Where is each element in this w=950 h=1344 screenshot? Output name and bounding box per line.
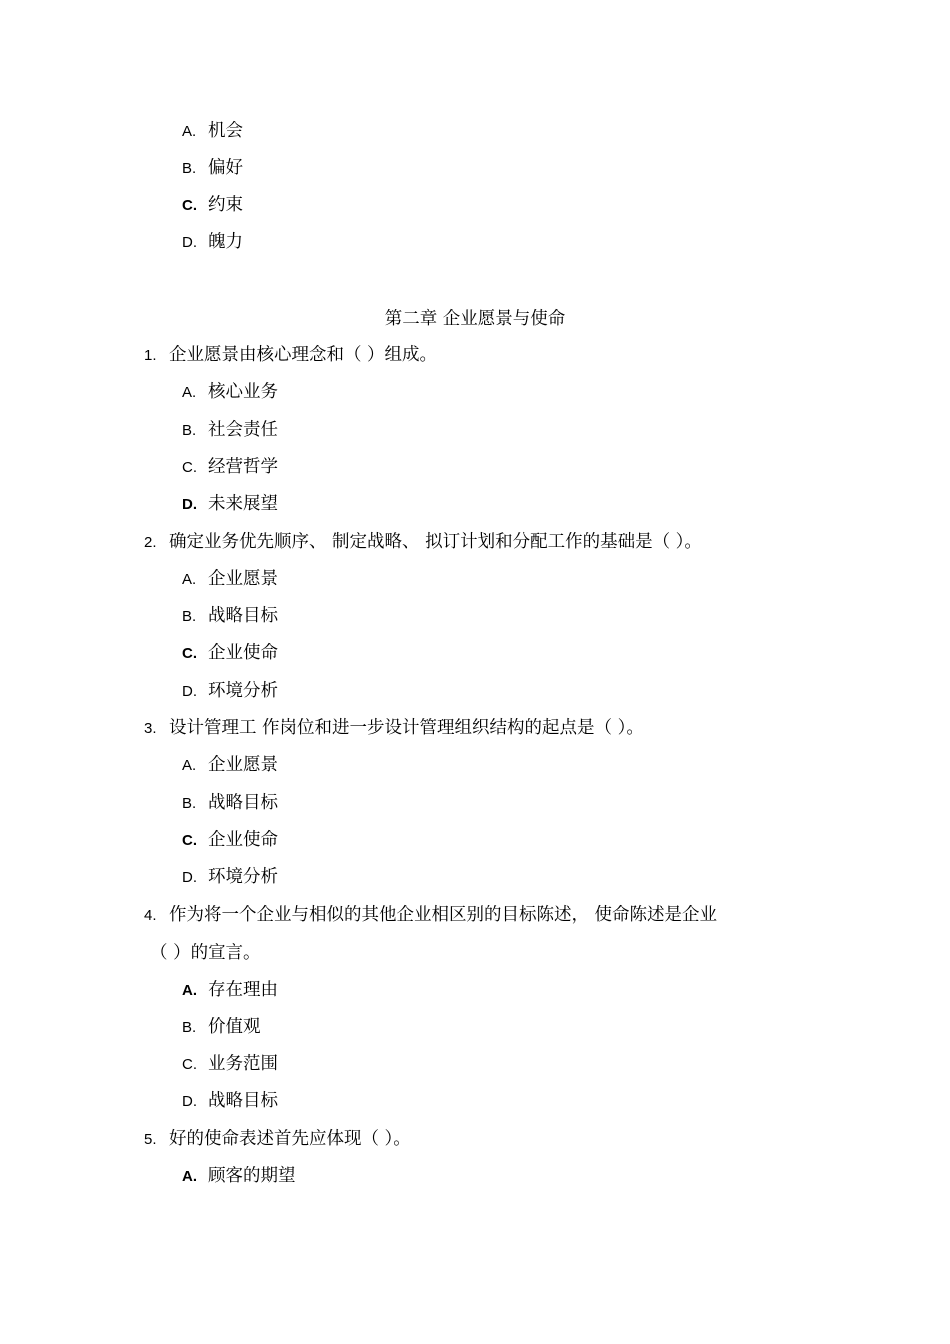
question-text: 作为将一个企业与相似的其他企业相区别的目标陈述， 使命陈述是企业: [169, 905, 718, 925]
option-letter: D.: [182, 683, 197, 700]
option-item: [182, 828, 278, 853]
option-text: 存在理由: [208, 980, 278, 1000]
option-item: [182, 455, 278, 480]
option-letter: A.: [182, 384, 197, 401]
option-text: 未来展望: [208, 494, 278, 514]
option-letter: B.: [182, 1019, 197, 1036]
option-text: 战略目标: [208, 1091, 278, 1111]
option-item: [182, 604, 278, 629]
option-item: [182, 978, 278, 1003]
question: [144, 343, 437, 368]
option-text: 经营哲学: [208, 457, 278, 477]
option-item: [182, 156, 243, 181]
option-item: [182, 753, 278, 778]
option-text: 价值观: [208, 1017, 261, 1037]
option-text: 战略目标: [208, 606, 278, 626]
question-number: 1.: [144, 347, 157, 364]
option-letter: D.: [182, 496, 197, 513]
option-letter: A.: [182, 757, 197, 774]
question: [144, 530, 702, 555]
option-letter: B.: [182, 795, 197, 812]
option-text: 机会: [208, 121, 243, 141]
option-item: [182, 567, 278, 592]
option-letter: C.: [182, 197, 197, 214]
option-letter: C.: [182, 459, 197, 476]
question-number: 3.: [144, 720, 157, 737]
option-letter: B.: [182, 160, 197, 177]
option-item: [182, 1089, 278, 1114]
question-text: 好的使命表述首先应体现（ ）。: [169, 1129, 411, 1149]
option-item: [182, 1052, 278, 1077]
option-text: 顾客的期望: [208, 1166, 296, 1186]
question-text: 企业愿景由核心理念和（ ）组成。: [169, 345, 438, 365]
option-letter: C.: [182, 645, 197, 662]
option-item: [182, 119, 243, 144]
option-letter: A.: [182, 982, 197, 999]
question: [144, 1127, 411, 1152]
question-text: 设计管理工 作岗位和进一步设计管理组织结构的起点是（ ）。: [169, 718, 644, 738]
option-item: [182, 380, 278, 405]
option-item: [182, 492, 278, 517]
option-item: [182, 1015, 261, 1040]
question-number: 5.: [144, 1131, 157, 1148]
option-item: [182, 791, 278, 816]
option-letter: B.: [182, 422, 197, 439]
option-letter: A.: [182, 123, 197, 140]
option-letter: A.: [182, 1168, 197, 1185]
question-number: 4.: [144, 907, 157, 924]
option-text: 环境分析: [208, 867, 278, 887]
chapter-title: 第二章 企业愿景与使命: [384, 309, 566, 329]
option-item: [182, 679, 278, 704]
option-letter: D.: [182, 1093, 197, 1110]
option-text: 企业愿景: [208, 755, 278, 775]
option-item: [182, 1164, 296, 1189]
option-letter: C.: [182, 1056, 197, 1073]
option-text: 魄力: [208, 232, 243, 252]
option-text: 核心业务: [208, 382, 278, 402]
option-text: 业务范围: [208, 1054, 278, 1074]
question-number: 2.: [144, 534, 157, 551]
option-text: 偏好: [208, 158, 243, 178]
option-item: [182, 230, 243, 255]
option-text: 战略目标: [208, 793, 278, 813]
option-letter: A.: [182, 571, 197, 588]
option-letter: D.: [182, 869, 197, 886]
option-item: [182, 641, 278, 666]
option-letter: C.: [182, 832, 197, 849]
question: [144, 716, 644, 741]
question: [144, 903, 717, 928]
question-continuation: （ ）的宣言。: [150, 943, 261, 963]
option-text: 企业使命: [208, 830, 278, 850]
option-letter: B.: [182, 608, 197, 625]
option-text: 企业使命: [208, 643, 278, 663]
option-item: [182, 193, 243, 218]
option-text: 企业愿景: [208, 569, 278, 589]
option-text: 约束: [208, 195, 243, 215]
option-item: [182, 865, 278, 890]
option-text: 环境分析: [208, 681, 278, 701]
option-item: [182, 418, 278, 443]
option-text: 社会责任: [208, 420, 278, 440]
question-text: 确定业务优先顺序、 制定战略、 拟订计划和分配工作的基础是（ ）。: [169, 532, 702, 552]
option-letter: D.: [182, 234, 197, 251]
